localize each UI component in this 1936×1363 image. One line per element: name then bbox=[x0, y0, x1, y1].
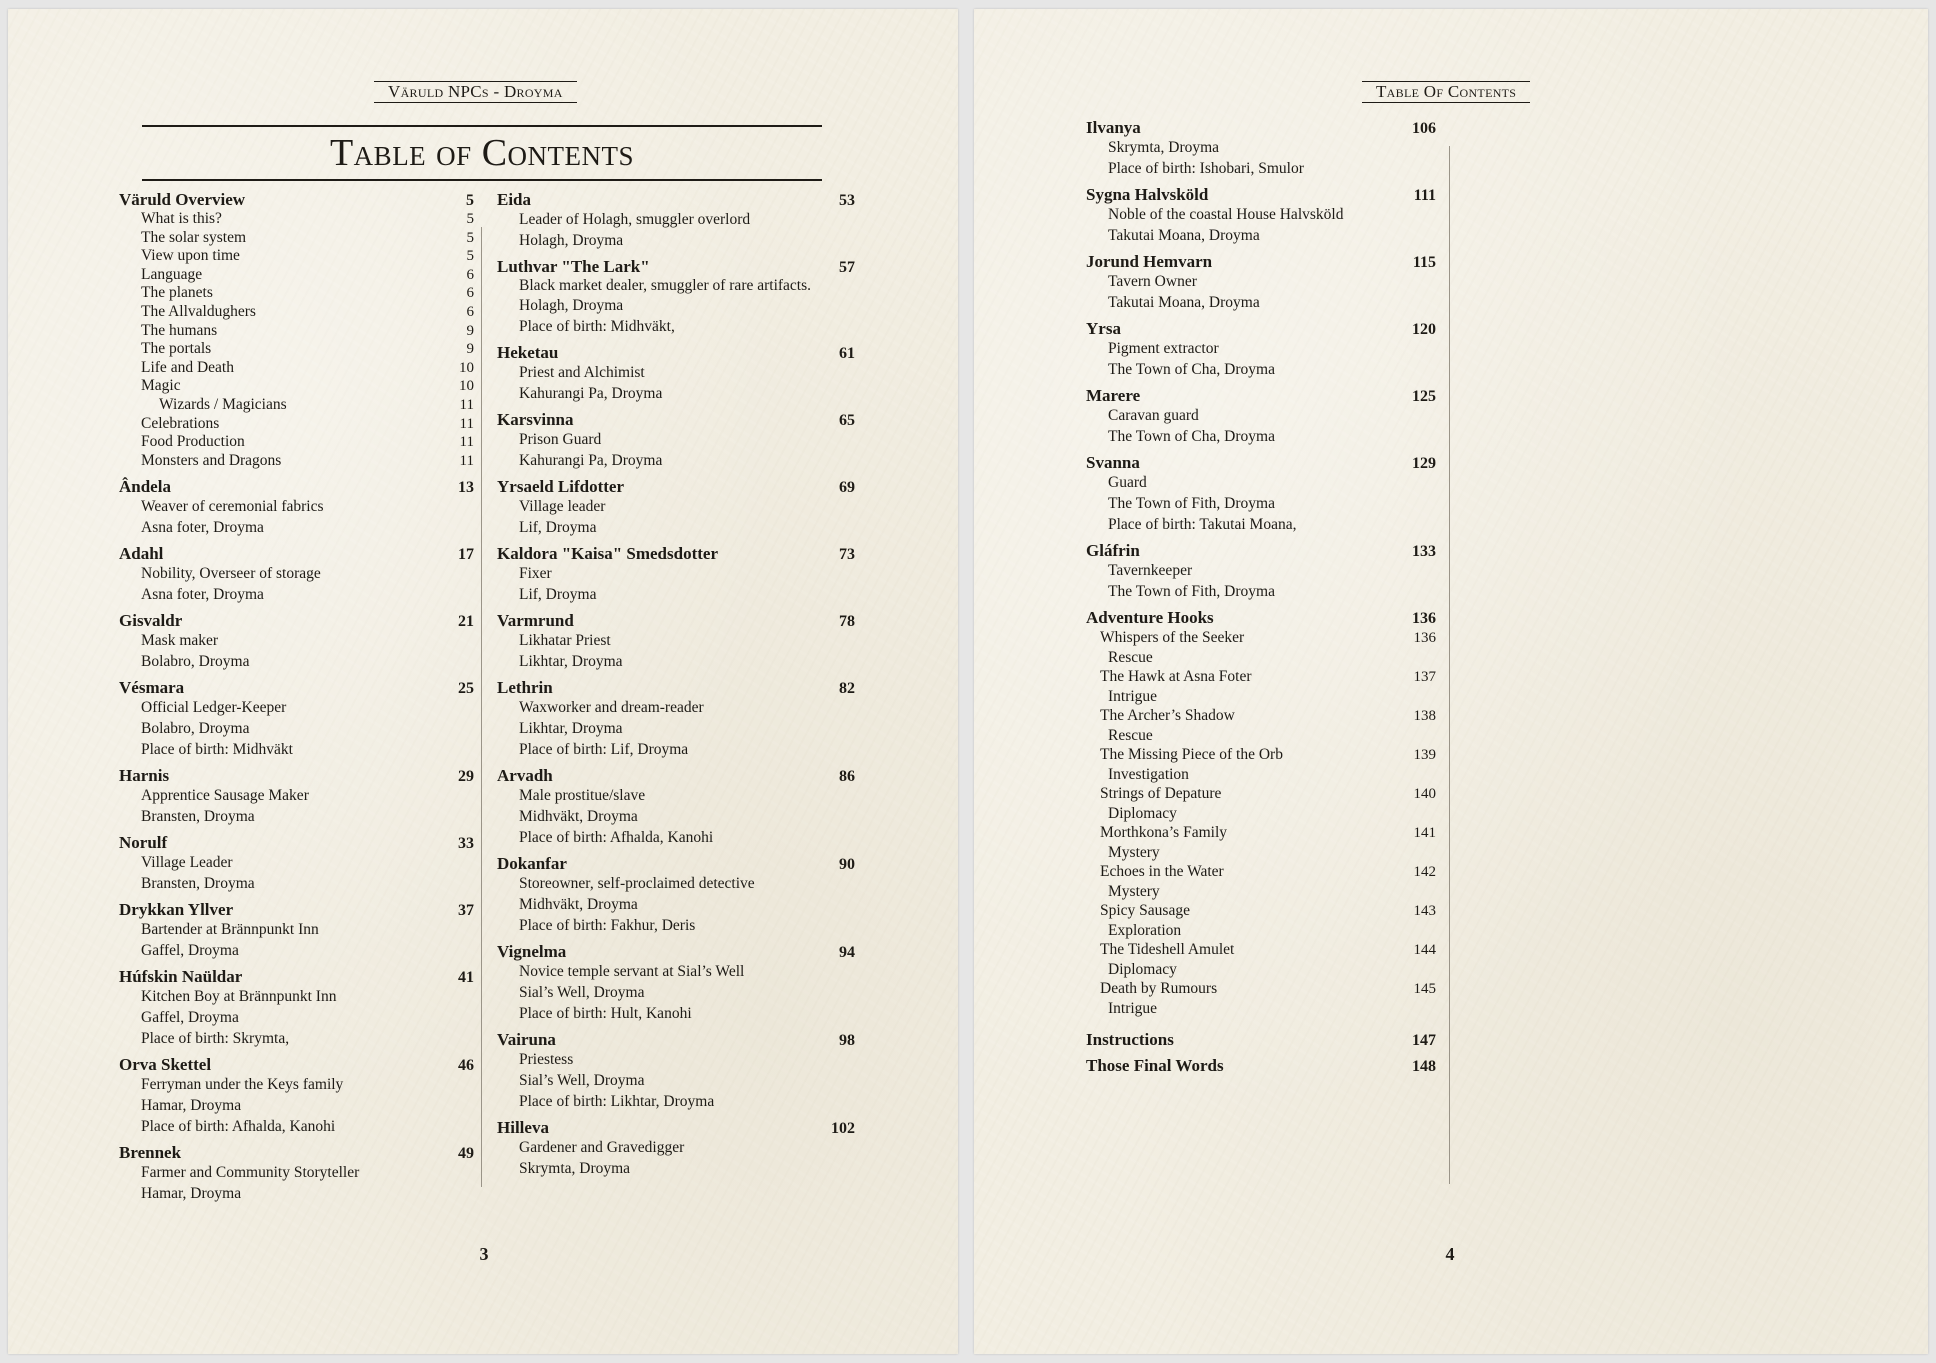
toc-entry-title: Varmrund bbox=[497, 611, 574, 630]
toc-entry-title: Orva Skettel bbox=[119, 1055, 212, 1075]
toc-entry-detail: Gardener and Gravedigger bbox=[519, 1139, 685, 1156]
toc-entry[interactable] bbox=[497, 1030, 855, 1050]
toc-entry[interactable] bbox=[119, 678, 474, 698]
toc-entry-title: Vignelma bbox=[497, 942, 567, 961]
toc-entry-title: Ilvanya bbox=[1086, 118, 1141, 137]
toc-subentry[interactable] bbox=[119, 284, 474, 303]
toc-entry-page: 11 bbox=[459, 415, 474, 432]
toc-entry-detail: Hamar, Droyma bbox=[141, 1097, 242, 1115]
toc-entry-title: Vairuna bbox=[497, 1030, 556, 1049]
toc-entry-detail: Takutai Moana, Droyma bbox=[1108, 294, 1260, 311]
toc-entry-page: 6 bbox=[466, 303, 474, 320]
toc-entry-detail: Male prostitue/slave bbox=[519, 787, 646, 804]
toc-entry-page: 5 bbox=[466, 248, 474, 265]
toc-entry-title: What is this? bbox=[141, 210, 222, 227]
toc-entry-detail: Nobility, Overseer of storage bbox=[141, 565, 321, 583]
toc-entry-page: 129 bbox=[1412, 455, 1436, 472]
toc-entry[interactable] bbox=[1086, 541, 1436, 561]
toc-entry-title: Life and Death bbox=[141, 358, 234, 376]
toc-entry-detail: Place of birth: Skrymta, bbox=[141, 1030, 290, 1048]
adventure-hook-type: Investigation bbox=[1108, 766, 1189, 783]
adventure-hook-entry[interactable] bbox=[1086, 940, 1436, 960]
toc-entry[interactable] bbox=[497, 678, 855, 698]
toc-entry-page: 33 bbox=[458, 835, 474, 853]
toc-entry-page: 111 bbox=[1413, 187, 1436, 204]
toc-entry-detail: The Town of Fith, Droyma bbox=[1108, 495, 1275, 512]
toc-entry-detail: Novice temple servant at Sial’s Well bbox=[519, 963, 745, 980]
adventure-hook-type: Diplomacy bbox=[1108, 961, 1177, 978]
toc-entry[interactable] bbox=[497, 1118, 855, 1138]
toc-entry-detail: Hamar, Droyma bbox=[141, 1185, 242, 1203]
toc-entry[interactable] bbox=[1086, 608, 1436, 628]
adventure-hook-entry[interactable] bbox=[1086, 628, 1436, 648]
adventure-hook-entry[interactable] bbox=[1086, 784, 1436, 804]
adventure-hook-title: Spicy Sausage bbox=[1100, 902, 1190, 919]
toc-entry-title: Instructions bbox=[1086, 1030, 1174, 1049]
toc-entry-page: 115 bbox=[1412, 254, 1436, 271]
toc-entry-detail: Asna foter, Droyma bbox=[141, 586, 264, 604]
toc-entry[interactable] bbox=[119, 967, 474, 987]
toc-entry[interactable] bbox=[497, 343, 855, 363]
toc-entry-detail: The Town of Cha, Droyma bbox=[1108, 361, 1275, 378]
toc-entry-page: 61 bbox=[839, 345, 855, 362]
running-header: Table Of Contents bbox=[1362, 81, 1530, 103]
toc-entry-detail: Kitchen Boy at Brännpunkt Inn bbox=[141, 988, 337, 1006]
adventure-hook-page: 140 bbox=[1413, 786, 1436, 802]
toc-subentry[interactable] bbox=[119, 452, 474, 471]
toc-entry-detail: Official Ledger-Keeper bbox=[141, 699, 287, 717]
adventure-hook-entry[interactable] bbox=[1086, 979, 1436, 999]
toc-entry-detail: Kahurangi Pa, Droyma bbox=[519, 452, 663, 469]
toc-entry-page: 17 bbox=[458, 546, 474, 564]
adventure-hook-type: Exploration bbox=[1108, 922, 1182, 939]
adventure-hook-entry[interactable] bbox=[1086, 862, 1436, 882]
toc-column-2 bbox=[497, 190, 855, 1178]
toc-column-3 bbox=[1086, 118, 1436, 1076]
toc-entry-page: 6 bbox=[466, 266, 474, 283]
toc-entry-detail: Priestess bbox=[519, 1051, 574, 1068]
toc-entry-title: Húfskin Naüldar bbox=[119, 967, 243, 987]
toc-entry[interactable] bbox=[497, 942, 855, 962]
toc-entry[interactable] bbox=[1086, 319, 1436, 339]
adventure-hook-title: The Missing Piece of the Orb bbox=[1100, 746, 1283, 763]
toc-entry-detail: Kahurangi Pa, Droyma bbox=[519, 385, 663, 402]
toc-entry-detail: Place of birth: Midhväkt bbox=[141, 741, 293, 759]
toc-entry-detail: Place of birth: Fakhur, Deris bbox=[519, 917, 696, 934]
toc-entry-page: 94 bbox=[839, 944, 855, 961]
toc-entry-detail: Holagh, Droyma bbox=[519, 297, 624, 314]
toc-entry-page: 37 bbox=[458, 902, 474, 920]
toc-entry-page: 147 bbox=[1412, 1032, 1436, 1049]
toc-entry-detail: Priest and Alchimist bbox=[519, 364, 645, 381]
toc-entry-title: Yrsa bbox=[1086, 319, 1121, 338]
toc-entry-title: Those Final Words bbox=[1086, 1056, 1224, 1075]
adventure-hook-entry[interactable] bbox=[1086, 667, 1436, 687]
toc-entry-title: Magic bbox=[141, 377, 181, 395]
toc-entry-page: 102 bbox=[831, 1120, 855, 1137]
toc-entry-detail: Bolabro, Droyma bbox=[141, 720, 250, 738]
toc-entry-title: Gisvaldr bbox=[119, 611, 183, 631]
toc-entry-detail: Fixer bbox=[519, 565, 552, 582]
column-divider bbox=[481, 227, 482, 1187]
toc-entry-detail: Place of birth: Lif, Droyma bbox=[519, 741, 689, 758]
toc-entry-page: 11 bbox=[459, 434, 474, 451]
toc-entry-title: Adahl bbox=[119, 544, 164, 564]
toc-entry-page: 25 bbox=[458, 680, 474, 698]
adventure-hook-title: Death by Rumours bbox=[1100, 980, 1218, 997]
toc-entry-page: 98 bbox=[839, 1032, 855, 1049]
toc-entry-detail: Tavern Owner bbox=[1108, 273, 1197, 290]
toc-entry-page: 41 bbox=[458, 969, 474, 987]
toc-entry-page: 148 bbox=[1412, 1058, 1436, 1075]
toc-entry-title: Ândela bbox=[119, 477, 171, 497]
toc-subentry[interactable] bbox=[119, 415, 474, 434]
toc-entry-page: 11 bbox=[459, 396, 474, 413]
page-title: Table of Contents bbox=[142, 125, 822, 181]
toc-entry-page: 86 bbox=[839, 768, 855, 785]
toc-entry-detail: Holagh, Droyma bbox=[519, 232, 624, 249]
toc-entry-page: 120 bbox=[1412, 321, 1436, 338]
toc-entry-page: 125 bbox=[1412, 388, 1436, 405]
toc-entry-detail: Bolabro, Droyma bbox=[141, 653, 250, 671]
adventure-hook-page: 136 bbox=[1413, 630, 1436, 646]
toc-subentry[interactable] bbox=[119, 340, 474, 359]
toc-entry[interactable] bbox=[1086, 1056, 1436, 1076]
toc-entry[interactable] bbox=[119, 611, 474, 631]
toc-subentry[interactable] bbox=[119, 377, 474, 396]
toc-entry[interactable] bbox=[1086, 185, 1436, 205]
page-number: 3 bbox=[479, 1244, 489, 1264]
toc-entry-page: 9 bbox=[466, 341, 474, 358]
toc-column-1 bbox=[119, 190, 474, 1203]
toc-entry-detail: Sial’s Well, Droyma bbox=[519, 1072, 645, 1089]
toc-entry-title: The Allvaldughers bbox=[141, 302, 256, 320]
toc-entry-page: 5 bbox=[466, 211, 474, 227]
toc-entry-page: 82 bbox=[839, 680, 855, 697]
toc-entry-page: 133 bbox=[1412, 543, 1436, 560]
adventure-hook-title: The Archer’s Shadow bbox=[1100, 707, 1235, 724]
toc-entry-detail: Place of birth: Likhtar, Droyma bbox=[519, 1093, 715, 1110]
toc-entry-page: 53 bbox=[839, 192, 855, 209]
adventure-hook-page: 144 bbox=[1413, 942, 1436, 958]
toc-entry-page: 49 bbox=[458, 1145, 474, 1163]
toc-entry-detail: Sial’s Well, Droyma bbox=[519, 984, 645, 1001]
toc-entry-detail: Lif, Droyma bbox=[519, 586, 597, 603]
toc-entry[interactable] bbox=[497, 544, 855, 564]
running-header: Väruld NPCs - Droyma bbox=[374, 81, 577, 103]
toc-entry-title: Norulf bbox=[119, 833, 168, 853]
adventure-hook-title: The Tideshell Amulet bbox=[1100, 941, 1235, 958]
toc-entry[interactable] bbox=[119, 190, 474, 210]
adventure-hook-page: 141 bbox=[1413, 825, 1436, 841]
toc-entry[interactable] bbox=[497, 854, 855, 874]
toc-entry-detail: Prison Guard bbox=[519, 431, 602, 448]
toc-entry-detail: Likhtar, Droyma bbox=[519, 653, 623, 670]
toc-entry-title: Adventure Hooks bbox=[1086, 608, 1214, 627]
toc-entry-page: 78 bbox=[839, 613, 855, 630]
adventure-hook-entry[interactable] bbox=[1086, 745, 1436, 765]
toc-entry[interactable] bbox=[1086, 118, 1436, 138]
toc-entry-detail: Pigment extractor bbox=[1108, 340, 1219, 357]
toc-subentry[interactable] bbox=[119, 303, 474, 322]
toc-entry-title: Dokanfar bbox=[497, 854, 567, 873]
toc-entry-title: The solar system bbox=[141, 228, 247, 246]
toc-subentry[interactable] bbox=[119, 247, 474, 266]
toc-entry-detail: Waxworker and dream-reader bbox=[519, 699, 704, 716]
toc-entry-page: 6 bbox=[466, 285, 474, 302]
toc-entry[interactable] bbox=[497, 477, 855, 497]
toc-entry-detail: Bartender at Brännpunkt Inn bbox=[141, 921, 319, 939]
toc-entry-title: Marere bbox=[1086, 386, 1141, 405]
toc-entry-detail: Mask maker bbox=[141, 632, 219, 650]
toc-entry-detail: Likhtar, Droyma bbox=[519, 720, 623, 737]
adventure-hook-type: Mystery bbox=[1108, 883, 1160, 900]
toc-entry-page: 9 bbox=[466, 322, 474, 339]
adventure-hook-type: Intrigue bbox=[1108, 688, 1158, 705]
toc-entry-detail: The Town of Fith, Droyma bbox=[1108, 583, 1275, 600]
toc-entry-title: Eida bbox=[497, 190, 532, 209]
toc-entry-title: Karsvinna bbox=[497, 410, 574, 429]
adventure-hook-title: Morthkona’s Family bbox=[1100, 824, 1228, 841]
toc-entry-page: 46 bbox=[458, 1057, 474, 1075]
toc-entry-title: Kaldora "Kaisa" Smedsdotter bbox=[497, 544, 718, 563]
toc-entry-title: The humans bbox=[141, 321, 218, 339]
toc-entry-detail: Place of birth: Ishobari, Smulor bbox=[1108, 160, 1304, 177]
toc-entry[interactable] bbox=[119, 1055, 474, 1075]
toc-entry[interactable] bbox=[119, 1143, 474, 1163]
adventure-hook-type: Rescue bbox=[1108, 649, 1153, 666]
toc-entry-detail: Apprentice Sausage Maker bbox=[141, 787, 309, 805]
adventure-hook-page: 142 bbox=[1413, 864, 1436, 880]
toc-entry-detail: Caravan guard bbox=[1108, 407, 1199, 424]
toc-entry-detail: Lif, Droyma bbox=[519, 519, 597, 536]
toc-entry-detail: Gaffel, Droyma bbox=[141, 1009, 239, 1027]
left-page bbox=[8, 9, 958, 1354]
adventure-hook-type: Rescue bbox=[1108, 727, 1153, 744]
toc-entry-page: 57 bbox=[839, 259, 855, 276]
toc-entry-title: Jorund Hemvarn bbox=[1086, 252, 1213, 271]
toc-entry-detail: Midhväkt, Droyma bbox=[519, 808, 638, 825]
toc-entry-detail: Leader of Holagh, smuggler overlord bbox=[519, 211, 751, 228]
toc-entry-title: Lethrin bbox=[497, 678, 553, 697]
toc-entry-title: Sygna Halvsköld bbox=[1086, 185, 1209, 204]
toc-subentry[interactable] bbox=[119, 210, 474, 229]
toc-entry-page: 136 bbox=[1412, 610, 1436, 627]
toc-entry[interactable] bbox=[119, 477, 474, 497]
toc-entry[interactable] bbox=[1086, 453, 1436, 473]
adventure-hook-title: Whispers of the Seeker bbox=[1100, 629, 1245, 646]
toc-entry-title: Drykkan Yllver bbox=[119, 900, 234, 920]
toc-entry-title: Vésmara bbox=[119, 678, 185, 698]
toc-entry-page: 13 bbox=[458, 479, 474, 497]
toc-entry[interactable] bbox=[119, 766, 474, 786]
toc-entry-page: 69 bbox=[839, 479, 855, 496]
toc-entry-page: 11 bbox=[459, 452, 474, 469]
toc-entry-detail: Weaver of ceremonial fabrics bbox=[141, 498, 324, 516]
toc-subentry[interactable] bbox=[119, 229, 474, 248]
toc-entry[interactable] bbox=[1086, 252, 1436, 272]
adventure-hook-title: The Hawk at Asna Foter bbox=[1100, 668, 1252, 685]
toc-entry-detail: Midhväkt, Droyma bbox=[519, 896, 638, 913]
toc-entry-detail: Place of birth: Takutai Moana, bbox=[1108, 516, 1297, 533]
toc-subentry[interactable] bbox=[119, 266, 474, 285]
toc-entry-detail: Village Leader bbox=[141, 854, 233, 872]
adventure-hook-type: Diplomacy bbox=[1108, 805, 1177, 822]
toc-entry-detail: Gaffel, Droyma bbox=[141, 942, 239, 960]
toc-entry-detail: Ferryman under the Keys family bbox=[141, 1076, 344, 1094]
toc-entry-detail: Takutai Moana, Droyma bbox=[1108, 227, 1260, 244]
adventure-hook-type: Intrigue bbox=[1108, 1000, 1158, 1017]
toc-entry-page: 106 bbox=[1412, 120, 1436, 137]
toc-entry-page: 5 bbox=[466, 229, 474, 246]
toc-entry-detail: Skrymta, Droyma bbox=[1108, 139, 1220, 156]
toc-entry-title: Väruld Overview bbox=[119, 190, 246, 209]
toc-entry[interactable] bbox=[497, 766, 855, 786]
toc-entry-title: Luthvar "The Lark" bbox=[497, 257, 650, 276]
toc-subentry[interactable] bbox=[119, 433, 474, 452]
toc-entry-title: Celebrations bbox=[141, 414, 220, 432]
toc-entry-title: The portals bbox=[141, 340, 212, 358]
toc-entry-page: 29 bbox=[458, 768, 474, 786]
toc-entry-title: Monsters and Dragons bbox=[141, 451, 282, 469]
toc-entry[interactable] bbox=[497, 257, 855, 277]
toc-entry[interactable] bbox=[119, 833, 474, 853]
toc-entry-detail: Bransten, Droyma bbox=[141, 808, 255, 826]
toc-entry[interactable] bbox=[497, 190, 855, 210]
toc-entry-page: 65 bbox=[839, 412, 855, 429]
adventure-hook-entry[interactable] bbox=[1086, 706, 1436, 726]
toc-entry-detail: Noble of the coastal House Halvsköld bbox=[1108, 206, 1344, 223]
toc-subentry[interactable] bbox=[119, 322, 474, 341]
toc-entry-detail: Black market dealer, smuggler of rare artifacts. bbox=[519, 277, 812, 294]
toc-entry-title: Harnis bbox=[119, 766, 170, 786]
right-page bbox=[974, 9, 1928, 1354]
adventure-hook-entry[interactable] bbox=[1086, 901, 1436, 921]
toc-entry-title: Svanna bbox=[1086, 453, 1140, 472]
toc-entry-page: 21 bbox=[458, 613, 474, 631]
toc-entry-page: 90 bbox=[839, 856, 855, 873]
toc-entry[interactable] bbox=[119, 544, 474, 564]
toc-entry-title: Brennek bbox=[119, 1143, 182, 1163]
toc-entry-title: Heketau bbox=[497, 343, 559, 362]
toc-entry-title: Arvadh bbox=[497, 766, 553, 785]
toc-entry[interactable] bbox=[497, 410, 855, 430]
toc-entry-detail: Farmer and Community Storyteller bbox=[141, 1164, 360, 1182]
page-number: 4 bbox=[1445, 1244, 1455, 1264]
toc-entry-detail: Place of birth: Afhalda, Kanohi bbox=[519, 829, 714, 846]
adventure-hook-page: 145 bbox=[1413, 981, 1436, 997]
toc-entry[interactable] bbox=[1086, 386, 1436, 406]
toc-entry-detail: Place of birth: Midhväkt, bbox=[519, 318, 675, 335]
adventure-hook-entry[interactable] bbox=[1086, 823, 1436, 843]
toc-entry-detail: Guard bbox=[1108, 474, 1147, 491]
toc-entry-title: Yrsaeld Lifdotter bbox=[497, 477, 625, 496]
toc-entry-title: View upon time bbox=[141, 247, 240, 265]
toc-entry[interactable] bbox=[119, 900, 474, 920]
toc-entry[interactable] bbox=[1086, 1030, 1436, 1050]
toc-entry-title: Wizards / Magicians bbox=[159, 395, 287, 413]
toc-entry-detail: The Town of Cha, Droyma bbox=[1108, 428, 1275, 445]
adventure-hook-page: 137 bbox=[1413, 669, 1436, 685]
toc-entry-title: Hilleva bbox=[497, 1118, 549, 1137]
toc-entry-page: 10 bbox=[459, 378, 474, 395]
toc-entry-detail: Likhatar Priest bbox=[519, 632, 611, 649]
toc-entry-detail: Village leader bbox=[519, 498, 606, 515]
toc-entry-page: 10 bbox=[459, 359, 474, 376]
toc-entry-detail: Place of birth: Hult, Kanohi bbox=[519, 1005, 692, 1022]
toc-entry-page: 5 bbox=[466, 192, 474, 209]
column-divider bbox=[1449, 146, 1450, 1184]
toc-entry-title: Food Production bbox=[141, 433, 245, 451]
adventure-hook-page: 139 bbox=[1413, 747, 1436, 763]
toc-entry-title: Gláfrin bbox=[1086, 541, 1140, 560]
adventure-hook-page: 143 bbox=[1413, 903, 1436, 919]
toc-entry-title: The planets bbox=[141, 284, 213, 302]
toc-entry-page: 73 bbox=[839, 546, 855, 563]
toc-entry-title: Language bbox=[141, 265, 203, 283]
toc-entry-detail: Place of birth: Afhalda, Kanohi bbox=[141, 1118, 336, 1136]
toc-entry[interactable] bbox=[497, 611, 855, 631]
toc-entry-detail: Tavernkeeper bbox=[1108, 562, 1193, 579]
toc-subentry[interactable] bbox=[119, 359, 474, 378]
adventure-hook-title: Echoes in the Water bbox=[1100, 863, 1224, 880]
toc-subentry[interactable] bbox=[119, 396, 474, 415]
adventure-hook-page: 138 bbox=[1413, 708, 1436, 724]
adventure-hook-title: Strings of Depature bbox=[1100, 785, 1222, 802]
toc-entry-detail: Bransten, Droyma bbox=[141, 875, 255, 893]
toc-entry-detail: Skrymta, Droyma bbox=[519, 1160, 631, 1177]
adventure-hook-type: Mystery bbox=[1108, 844, 1160, 861]
toc-entry-detail: Storeowner, self-proclaimed detective bbox=[519, 875, 755, 892]
toc-entry-detail: Asna foter, Droyma bbox=[141, 519, 264, 537]
